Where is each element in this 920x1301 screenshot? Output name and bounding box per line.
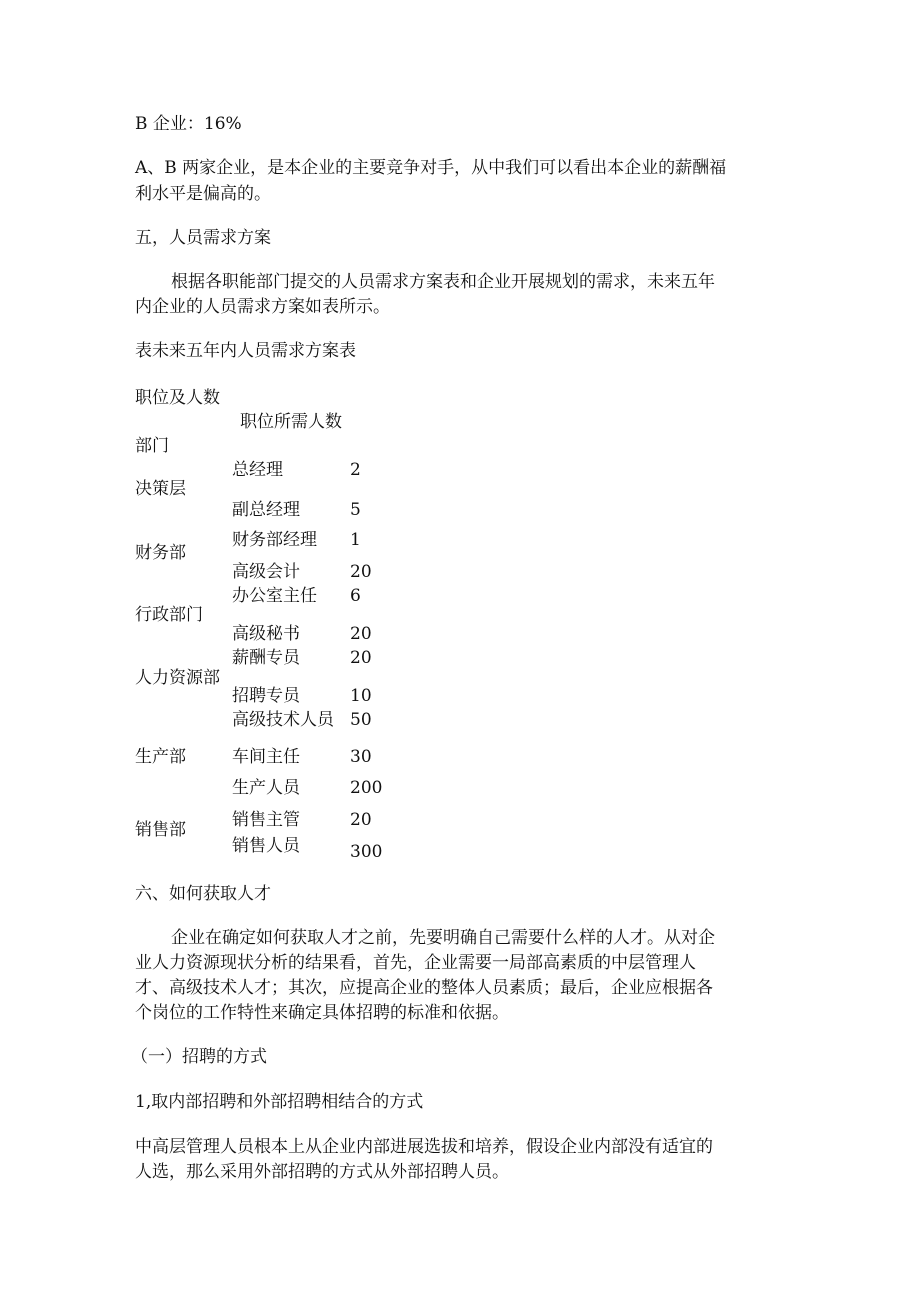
position-cell: 高级会计: [232, 562, 300, 582]
count-cell: 1: [350, 530, 361, 550]
count-cell: 2: [350, 460, 361, 480]
position-cell: 车间主任: [232, 747, 300, 767]
section-5-title: 五，人员需求方案: [135, 228, 271, 248]
recruitment-paragraph-line-1: 中高层管理人员根本上从企业内部进展选拔和培养，假设企业内部没有适宜的: [135, 1137, 713, 1157]
position-cell: 销售人员: [232, 836, 300, 856]
table-header-corner-top: 职位及人数: [135, 388, 220, 408]
section-5-paragraph-line-1: 根据各职能部门提交的人员需求方案表和企业开展规划的需求，未来五年: [171, 272, 715, 292]
count-cell: 300: [350, 842, 383, 862]
count-cell: 20: [350, 624, 372, 644]
department-cell: 生产部: [135, 747, 186, 767]
section-5-paragraph-line-2: 内企业的人员需求方案如表所示。: [135, 297, 390, 317]
section-6-paragraph-line-4: 个岗位的工作特性来确定具体招聘的标准和依据。: [135, 1003, 509, 1023]
department-cell: 销售部: [135, 820, 186, 840]
count-cell: 5: [350, 500, 361, 520]
position-cell: 生产人员: [232, 778, 300, 798]
position-cell: 高级技术人员: [232, 710, 334, 730]
department-cell: 决策层: [135, 479, 186, 499]
position-cell: 薪酬专员: [232, 648, 300, 668]
b-company-share: B 企业：16%: [135, 114, 242, 134]
position-cell: 办公室主任: [232, 586, 317, 606]
section-6-paragraph-line-1: 企业在确定如何获取人才之前，先要明确自己需要什么样的人才。从对企: [171, 928, 715, 948]
competitor-paragraph-line-2: 利水平是偏高的。: [135, 184, 271, 204]
competitor-paragraph-line-1: A、B 两家企业，是本企业的主要竞争对手，从中我们可以看出本企业的薪酬福: [135, 158, 727, 178]
recruitment-item-1: 1,取内部招聘和外部招聘相结合的方式: [135, 1092, 424, 1112]
count-cell: 20: [350, 562, 372, 582]
department-cell: 人力资源部: [135, 668, 220, 688]
position-cell: 总经理: [232, 460, 283, 480]
recruitment-paragraph-line-2: 人选，那么采用外部招聘的方式从外部招聘人员。: [135, 1162, 509, 1182]
position-cell: 财务部经理: [232, 530, 317, 550]
department-cell: 行政部门: [135, 605, 203, 625]
table-header-column: 职位所需人数: [240, 412, 342, 432]
count-cell: 6: [350, 586, 361, 606]
subsection-recruitment-methods-title: （一）招聘的方式: [131, 1047, 267, 1067]
position-cell: 销售主管: [232, 810, 300, 830]
count-cell: 30: [350, 747, 372, 767]
count-cell: 20: [350, 810, 372, 830]
position-cell: 招聘专员: [232, 686, 300, 706]
section-6-title: 六、如何获取人才: [135, 884, 271, 904]
table-header-corner-bottom: 部门: [135, 436, 169, 456]
position-cell: 副总经理: [232, 500, 300, 520]
count-cell: 200: [350, 778, 383, 798]
section-6-paragraph-line-3: 才、高级技术人才；其次，应提高企业的整体人员素质；最后，企业应根据各: [135, 978, 713, 998]
count-cell: 10: [350, 686, 372, 706]
count-cell: 50: [350, 710, 372, 730]
table-caption: 表未来五年内人员需求方案表: [135, 341, 356, 361]
department-cell: 财务部: [135, 543, 186, 563]
section-6-paragraph-line-2: 业人力资源现状分析的结果看，首先，企业需要一局部高素质的中层管理人: [135, 953, 696, 973]
position-cell: 高级秘书: [232, 624, 300, 644]
count-cell: 20: [350, 648, 372, 668]
